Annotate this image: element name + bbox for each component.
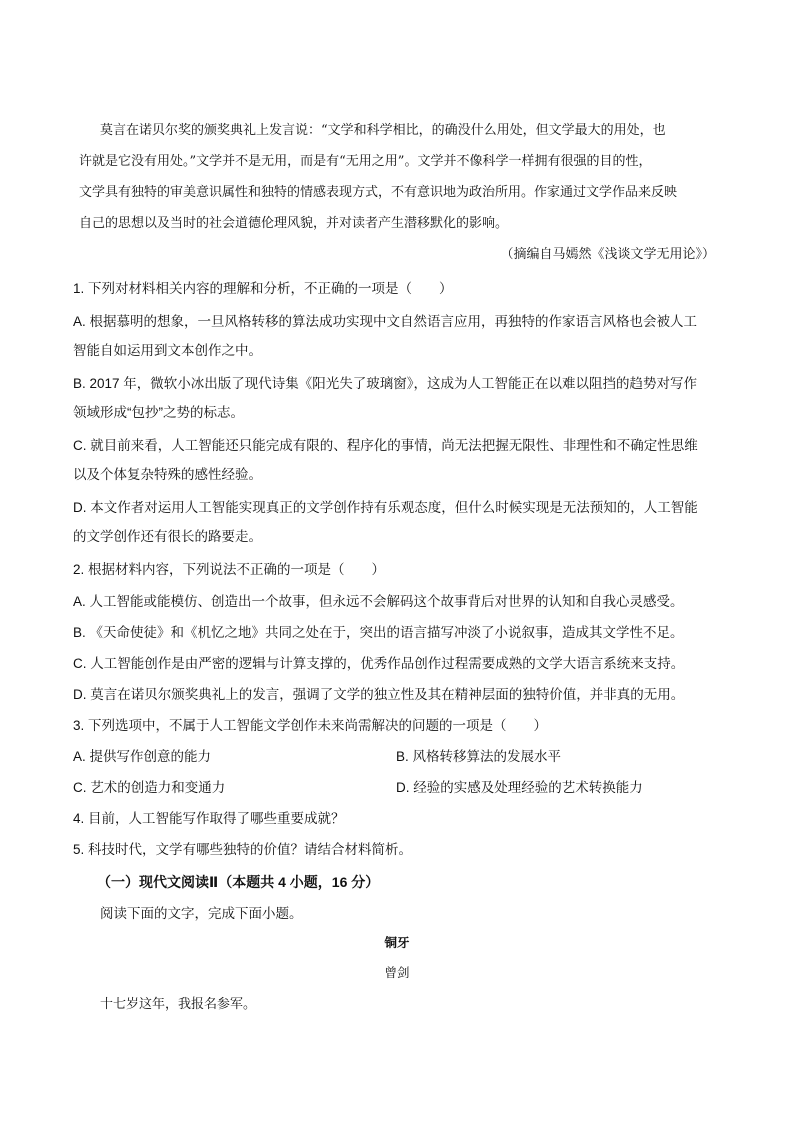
q3-stem: 3. 下列选项中，不属于人工智能文学创作未来尚需解决的问题的一项是（ ） — [73, 718, 548, 733]
q2-option-d: D. 莫言在诺贝尔颁奖典礼上的发言，强调了文学的独立性及其在精神层面的独特价值，并非真的无用。 — [73, 687, 685, 702]
q1-option-b-line2: 领域形成“包抄”之势的标志。 — [73, 405, 244, 420]
q5-stem: 5. 科技时代，文学有哪些独特的价值？请结合材料简析。 — [73, 842, 413, 857]
q1-stem: 1. 下列对材料相关内容的理解和分析，不正确的一项是（ ） — [73, 281, 453, 296]
q3-option-d: D. 经验的实感及处理经验的艺术转换能力 — [396, 780, 643, 795]
q1-option-d-line2: 的文学创作还有很长的路要走。 — [73, 529, 262, 544]
q3-option-c: C. 艺术的创造力和变通力 — [73, 780, 226, 795]
q4-stem: 4. 目前，人工智能写作取得了哪些重要成就？ — [73, 811, 345, 826]
q1-option-c-line1: C. 就目前来看，人工智能还只能完成有限的、程序化的事情，尚无法把握无限性、非理性和不确定性思维 — [73, 438, 698, 453]
passage-line-4: 自己的思想以及当时的社会道德伦理风貌，并对读者产生潜移默化的影响。 — [79, 216, 509, 231]
passage-source: （摘编自马嫣然《浅谈文学无用论》） — [500, 247, 715, 262]
q3-option-a: A. 提供写作创意的能力 — [73, 749, 212, 764]
q3-option-b: B. 风格转移算法的发展水平 — [396, 749, 562, 764]
passage-line-2: 许就是它没有用处。”文学并不是无用，而是有“无用之用”。文学并不像科学一样拥有很强的目的性， — [79, 154, 652, 169]
q1-option-a-line1: A. 根据慕明的想象，一旦风格转移的算法成功实现中文自然语言应用，再独特的作家语言风格也会被人工 — [73, 314, 698, 329]
story-title: 铜牙 — [384, 935, 410, 950]
section-instruction: 阅读下面的文字，完成下面小题。 — [100, 906, 303, 921]
q2-option-c: C. 人工智能创作是由严密的逻辑与计算支撑的，优秀作品创作过程需要成熟的文学大语言系统来支持。 — [73, 656, 685, 671]
q1-option-d-line1: D. 本文作者对运用人工智能实现真正的文学创作持有乐观态度，但什么时候实现是无法预知的，人工智能 — [73, 500, 698, 515]
q1-option-c-line2: 以及个体复杂特殊的感性经验。 — [73, 467, 262, 482]
passage-line-3: 文学具有独特的审美意识属性和独特的情感表现方式，不有意识地为政治所用。作家通过文学作品来反映 — [79, 185, 678, 200]
story-first-line: 十七岁这年，我报名参军。 — [100, 997, 257, 1012]
section-heading: （一）现代文阅读Ⅱ（本题共 4 小题，16 分） — [97, 874, 380, 890]
q1-option-b-line1: B. 2017 年，微软小冰出版了现代诗集《阳光失了玻璃窗》，这成为人工智能正在以难以阻挡的趋势对写作 — [73, 376, 698, 391]
q1-option-a-line2: 智能自如运用到文本创作之中。 — [73, 343, 262, 358]
passage-line-1: 莫言在诺贝尔奖的颁奖典礼上发言说：“文学和科学相比，的确没什么用处，但文学最大的用处，也 — [100, 123, 666, 138]
q2-option-a: A. 人工智能或能模仿、创造出一个故事，但永远不会解码这个故事背后对世界的认知和自我心灵感受。 — [73, 594, 684, 609]
story-author: 曾剑 — [384, 965, 410, 980]
q2-stem: 2. 根据材料内容，下列说法不正确的一项是（ ） — [73, 562, 386, 577]
q2-option-b: B. 《天命使徒》和《机忆之地》共同之处在于，突出的语言描写冲淡了小说叙事，造成其文学性不足。 — [73, 625, 684, 640]
